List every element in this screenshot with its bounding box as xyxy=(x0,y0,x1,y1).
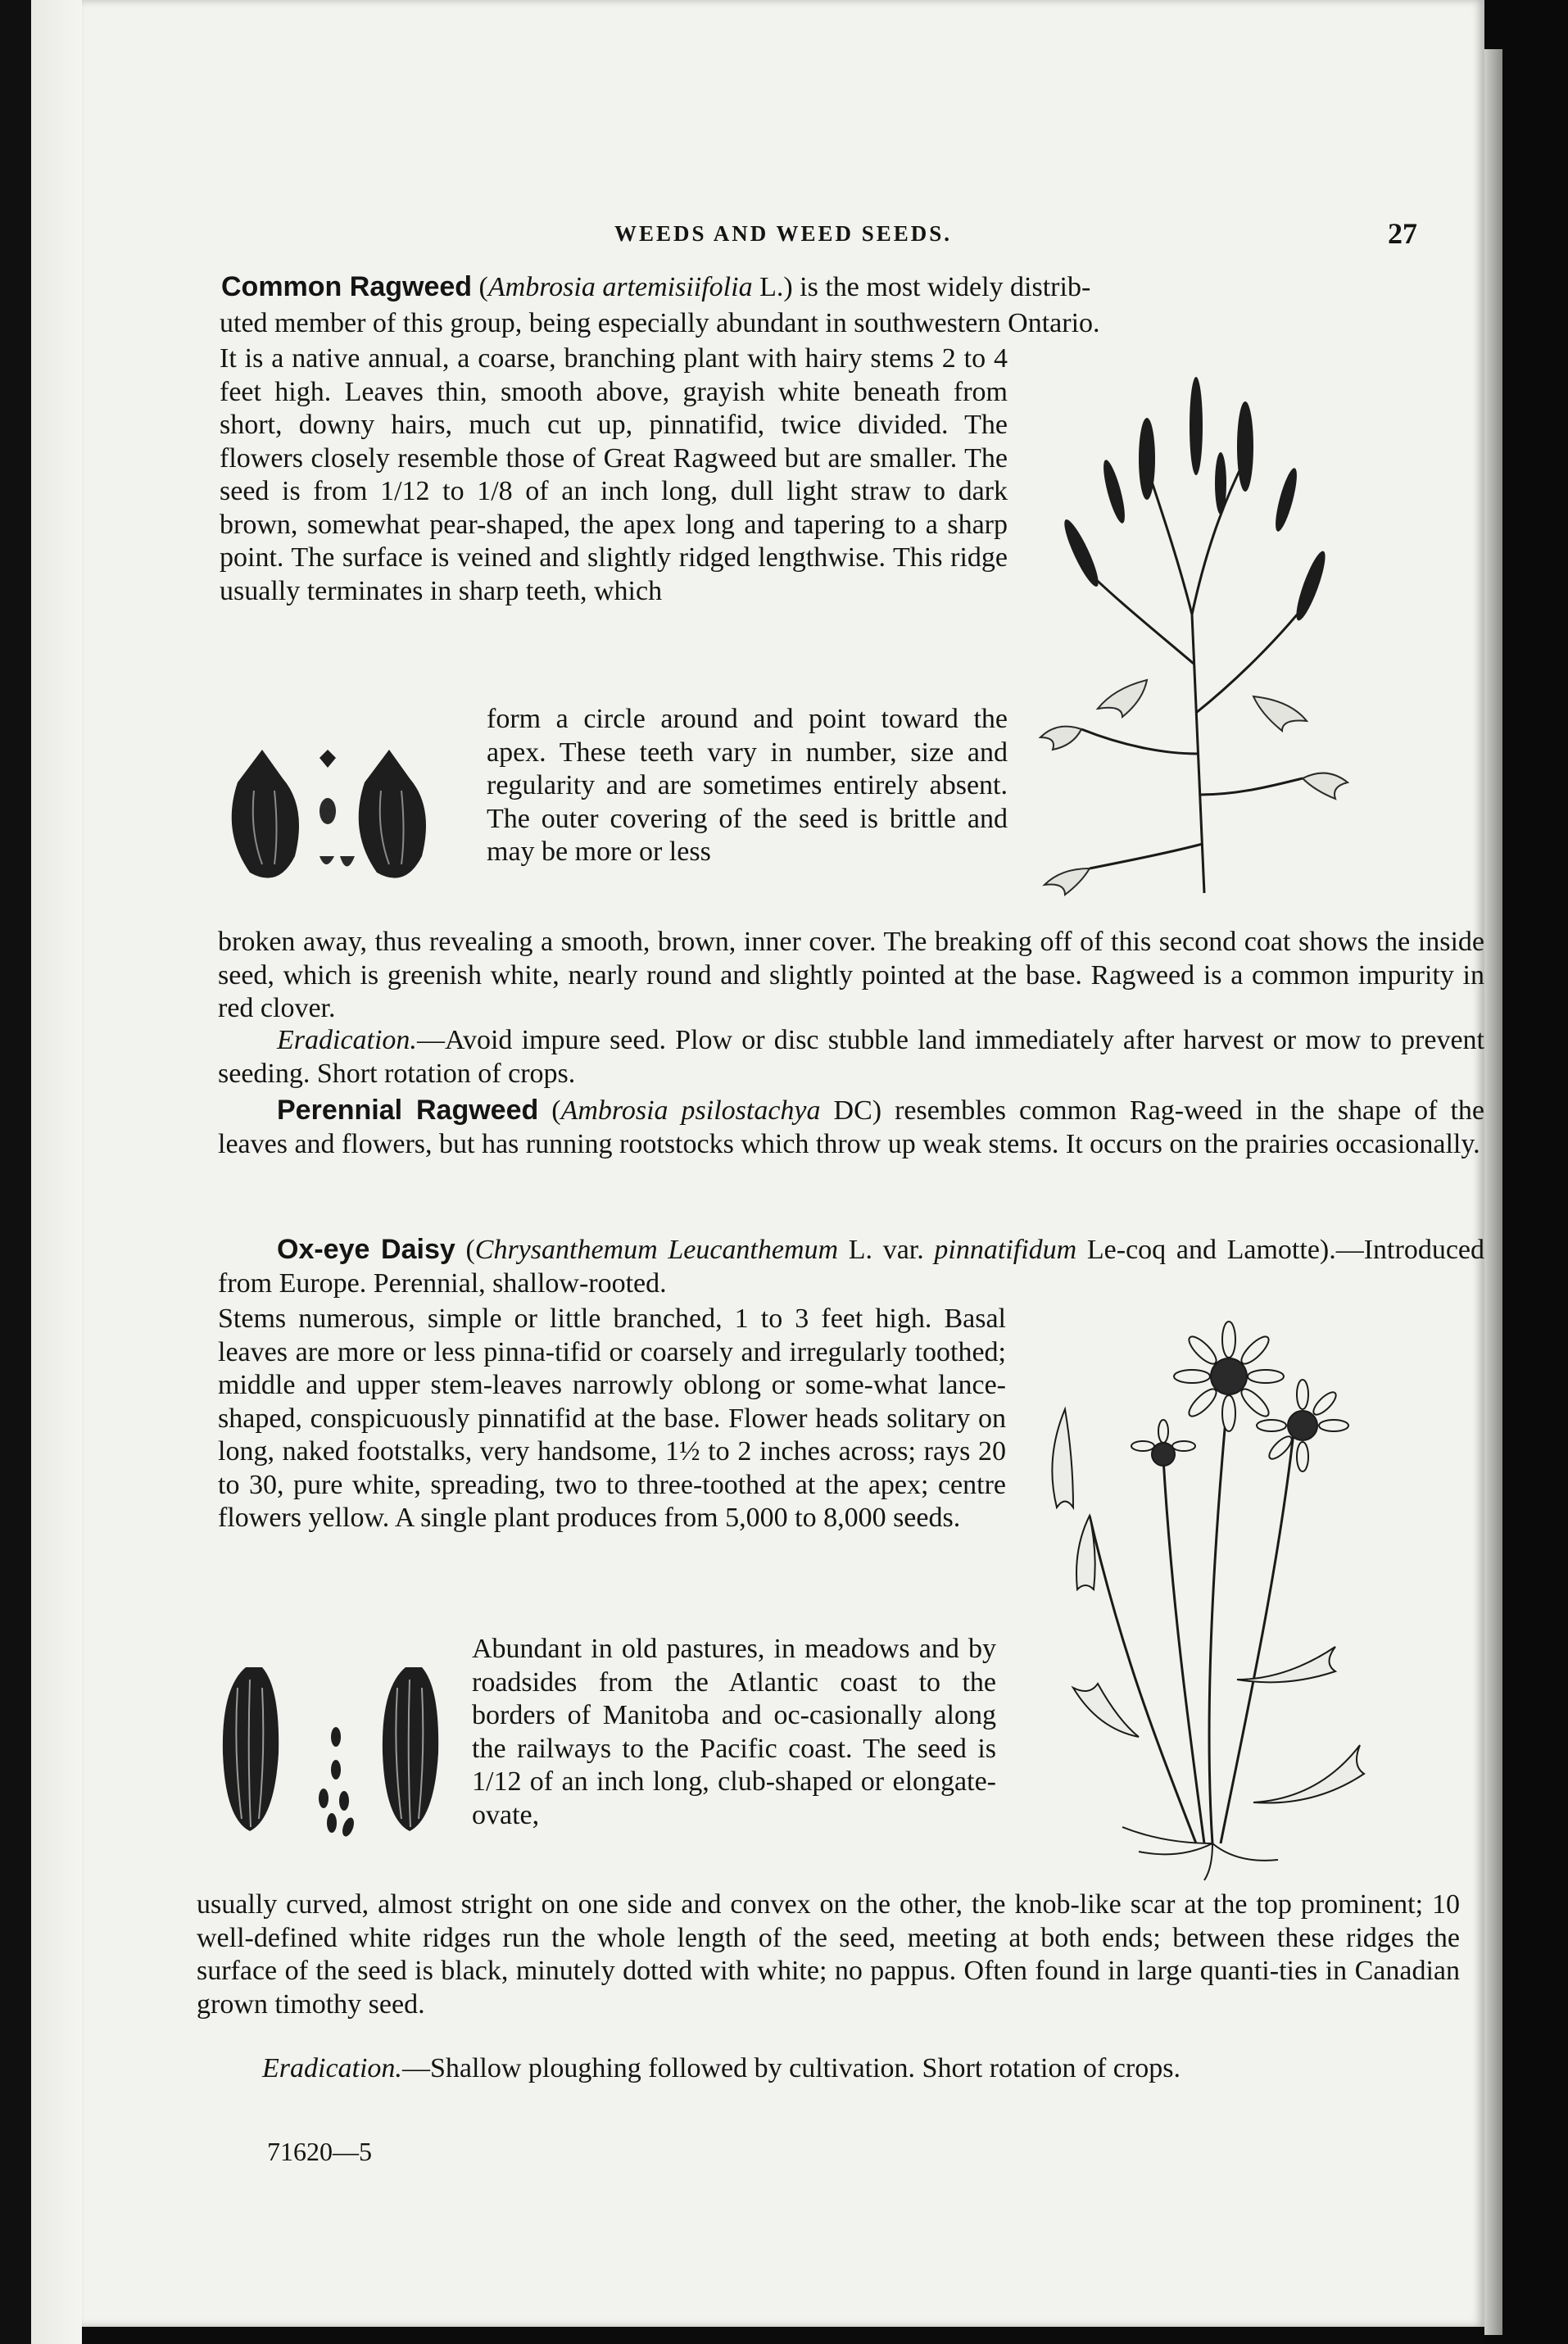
page-header xyxy=(82,217,1484,254)
oxeye-daisy-eradication xyxy=(197,2052,1460,2086)
common-ragweed-intro: Common Ragweed (Ambrosia artemisiifolia L.) is the most widely distrib- xyxy=(221,271,1091,302)
common-ragweed-line-2 xyxy=(220,307,1483,341)
ragweed-plant-illustration xyxy=(958,369,1417,909)
common-ragweed-text-beside-plant: It is a native annual, a coarse, branching plant with hairy stems 2 to 4 feet high. Leaves thin, smooth above, grayish white beneath from short, downy hairs, much cut up, pinnatifid, twice divided. The flowers closely resemble those of Great Ragweed but are smaller. The seed is from 1/12 to 1/8 of an inch long, dull light straw to dark brown, somewhat pear-shaped, the apex long and tapering to a sharp point. The surface is veined and slightly ridged lengthwise. This ridge usually terminates in sharp teeth, which xyxy=(220,343,1008,606)
common-ragweed-text-after: broken away, thus revealing a smooth, brown, inner cover. The breaking off of this second coat shows the inside seed, which is greenish white, nearly round and slightly pointed at the base. Ragweed is a common impurity in red clover. xyxy=(218,927,1484,1023)
common-ragweed-full-line: uted member of this group, being especially abundant in southwestern Ontario. xyxy=(220,308,1100,338)
previous-page-edge xyxy=(0,0,82,2344)
eradication-label: Eradication. xyxy=(277,1025,417,1055)
oxeye-daisy-text-beside-seeds: Abundant in old pastures, in meadows and by roadsides from the Atlantic coast to the borders of Manitoba and oc-casionally along the railways to the Pacific coast. The seed is 1/12 of an inch long, club-shaped or elongate-ovate, xyxy=(472,1634,996,1830)
eradication-text: —Shallow ploughing followed by cultivation. Short rotation of crops. xyxy=(401,2053,1181,2083)
oxeye-daisy-plant-illustration xyxy=(967,1311,1425,1884)
eradication-label: Eradication. xyxy=(262,2053,402,2083)
oxeye-daisy-lead: Le-coq and Lamotte).—Introduced from Europe. Perennial, shallow-rooted. xyxy=(218,1235,1485,1299)
perennial-ragweed-paragraph: Perennial Ragweed (Ambrosia psilostachya DC) resembles common Rag-weed in the shape of the leaves and flowers, but has running rootstocks which throw up weak stems. It occurs on the prairies occasionally. xyxy=(218,1095,1485,1159)
oxeye-daisy-text-after: usually curved, almost stright on one side and convex on the other, the knob-like scar at the top prominent; 10 well-defined white ridges run the whole length of the seed, meeting at both ends; between these ridges the surface of the seed is black, minutely dotted with white; no pappus. Often found in large quanti-ties in Canadian grown timothy seed. xyxy=(197,1889,1460,2020)
common-ragweed-scientific-name: Ambrosia artemisiifolia xyxy=(487,272,753,302)
perennial-ragweed-heading: Perennial Ragweed xyxy=(277,1095,539,1126)
oxeye-daisy-heading: Ox-eye Daisy xyxy=(277,1234,455,1265)
scan-border xyxy=(1484,0,1568,2344)
printer-signature: 71620—5 xyxy=(267,2137,372,2166)
oxeye-daisy-intro: Ox-eye Daisy (Chrysanthemum Leucanthemum L. var. pinnatifidum Le-coq and Lamotte).—Introduced from Europe. Perennial, shallow-rooted. xyxy=(218,1234,1485,1299)
oxeye-daisy-text-beside-plant: Stems numerous, simple or little branched, 1 to 3 feet high. Basal leaves are more or less pinna-tifid or coarsely and irregularly toothed; middle and upper stem-leaves narrowly oblong or some-what lance-shaped, conspicuously pinnatifid at the base. Flower heads solitary on long, naked footstalks, very handsome, 1½ to 2 inches across; rays 20 to 30, pure white, spreading, two to three-toothed at the apex; centre flowers yellow. A single plant produces from 5,000 to 8,000 seeds. xyxy=(218,1303,1006,1533)
page-number: 27 xyxy=(1388,217,1417,250)
common-ragweed-heading: Common Ragweed xyxy=(221,271,473,302)
eradication-text: —Avoid impure seed. Plow or disc stubble land immediately after harvest or mow to prevent seeding. Short rotation of crops. xyxy=(218,1025,1484,1089)
common-ragweed-lead: L.) is the most widely distrib- xyxy=(759,272,1091,302)
common-ragweed-eradication xyxy=(218,1024,1484,1090)
oxeye-daisy-var-name: pinnatifidum xyxy=(934,1235,1077,1265)
book-page xyxy=(82,0,1484,2327)
oxeye-daisy-var-prefix: L. var. xyxy=(848,1235,924,1265)
common-ragweed-text-beside-seeds: form a circle around and point toward the apex. These teeth vary in number, size and regularity and are sometimes entirely absent. The outer covering of the seed is brittle and may be more or less xyxy=(487,704,1008,867)
oxeye-daisy-seeds-illustration xyxy=(205,1655,467,1852)
perennial-ragweed-text: DC) resembles common Rag-weed in the shape of the leaves and flowers, but has running rootstocks which throw up weak stems. It occurs on the prairies occasionally. xyxy=(218,1095,1485,1159)
oxeye-daisy-scientific-name: Chrysanthemum Leucanthemum xyxy=(474,1235,839,1265)
running-title: WEEDS AND WEED SEEDS. xyxy=(614,221,953,246)
perennial-ragweed-scientific-name: Ambrosia psilostachya xyxy=(560,1095,821,1126)
ragweed-seeds-illustration xyxy=(205,733,467,897)
